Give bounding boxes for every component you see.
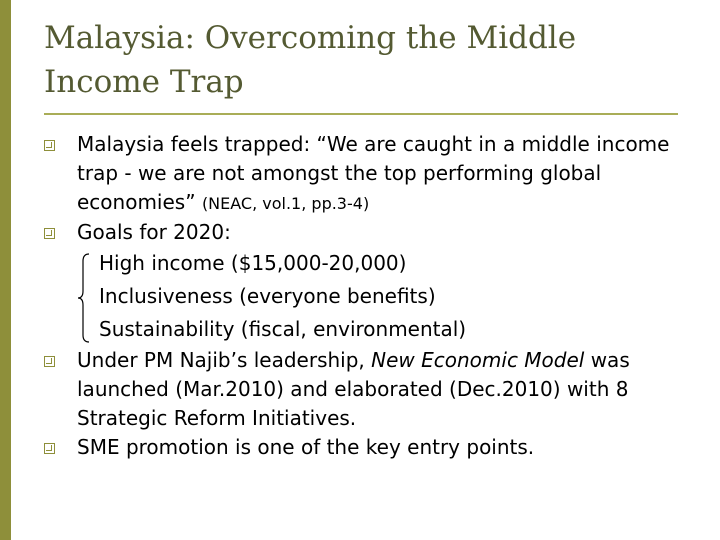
bullet-item (44, 130, 714, 218)
title-underline (44, 113, 678, 115)
bullet-text: Under PM Najib’s leadership, (77, 348, 365, 372)
brace-icon (77, 253, 91, 343)
bullet-item (44, 433, 714, 462)
square-bullet-icon (44, 356, 55, 367)
bullet-text: SME promotion is one of the key entry points. (77, 435, 535, 459)
goal-item: High income ($15,000-20,000) (99, 251, 407, 275)
bullet-item (44, 218, 714, 247)
square-bullet-icon (44, 443, 55, 454)
bullet-text: Goals for 2020: (77, 220, 231, 244)
bullet-list (44, 130, 714, 462)
square-bullet-icon (44, 228, 55, 239)
square-bullet-icon (44, 140, 55, 151)
bullet-item (44, 346, 714, 433)
sidebar-accent-bar (0, 0, 11, 540)
bullet-text: was launched (Mar.2010) and elaborated (Dec.2010) with 8 Strategic Reform Initiatives. (77, 348, 630, 430)
slide-title: Malaysia: Overcoming the Middle Income Trap (44, 20, 577, 100)
bullet-emphasis: New Economic Model (371, 348, 585, 372)
goal-item: Sustainability (fiscal, environmental) (99, 317, 467, 341)
goal-item: Inclusiveness (everyone benefits) (99, 284, 436, 308)
bullet-citation: (NEAC, vol.1, pp.3-4) (201, 194, 370, 213)
bullet-text: Malaysia feels trapped: “We are caught in a middle income trap - we are not amongst the top performing global economies” (77, 132, 670, 214)
goals-group (77, 247, 714, 346)
